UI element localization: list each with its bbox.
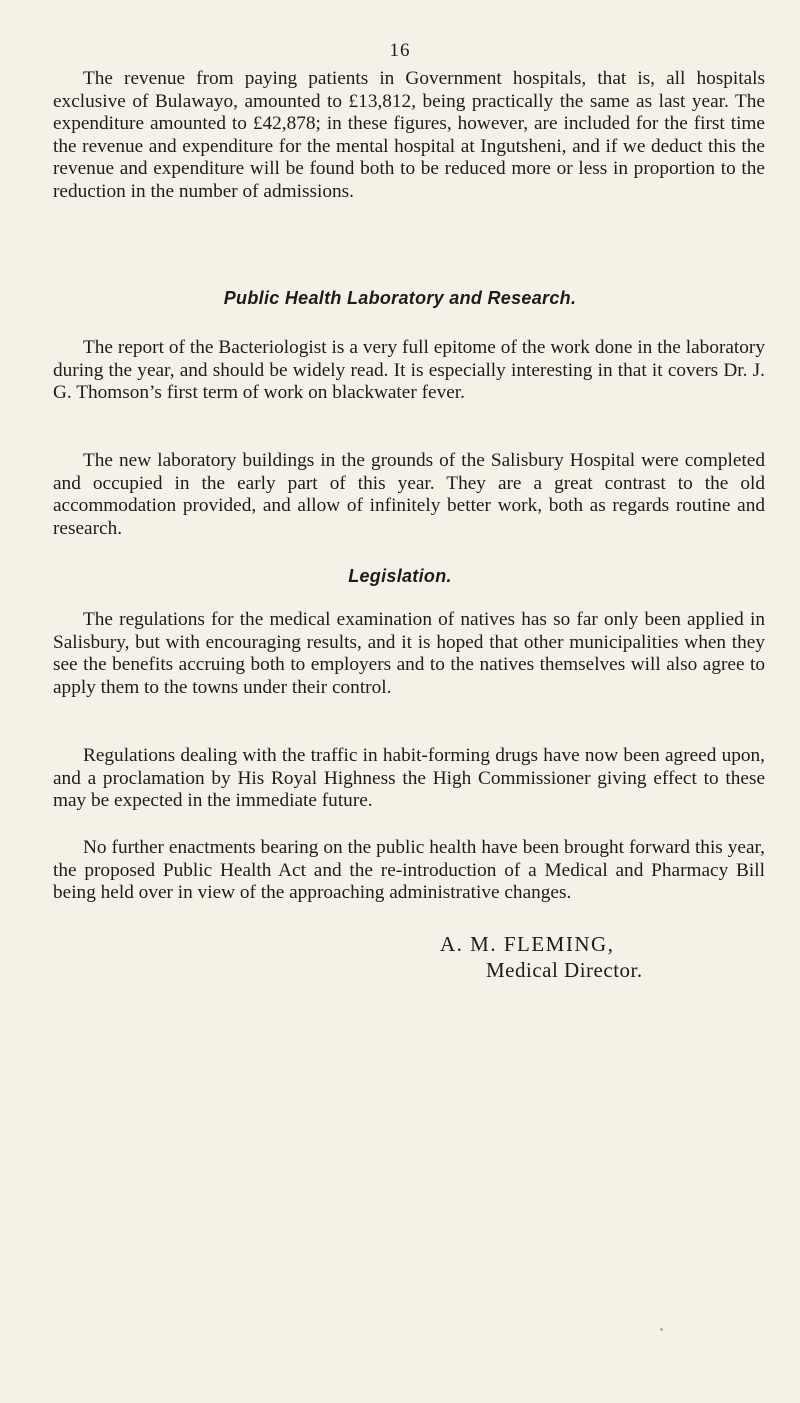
- paper-speck: [660, 1328, 663, 1331]
- lab-section-heading: Public Health Laboratory and Research.: [223, 288, 577, 308]
- drug-regulations-paragraph: Regulations dealing with the traffic in habit-forming drugs have now been agreed upon, and a proclamation by His Royal Highness the High Commissioner giving effect to these may be expected in the immediate future.: [53, 745, 765, 812]
- lab-report-paragraph: The report of the Bacteriologist is a very full epitome of the work done in the laboratory during the year, and should be widely read. It is especially interesting in that it covers Dr. J. G. Thomson’s first term of work on blackwater fever.: [53, 337, 765, 404]
- signature-name: A. M. FLEMING,: [440, 932, 615, 956]
- signature-title: Medical Director.: [486, 958, 643, 982]
- legislation-section-heading: Legislation.: [348, 566, 452, 586]
- page-number: 16: [389, 40, 411, 61]
- revenue-paragraph: The revenue from paying patients in Government hospitals, that is, all hospitals exclusive of Bulawayo, amounted to £13,812, being practically the same as last year. The expenditure amounted to £42,878; in these figures, however, are included for the first time the revenue and expenditure for the mental hospital at Ingutsheni, and if we deduct this the revenue and expenditure will be found both to be reduced more or less in proportion to the reduction in the number of admissions.: [53, 68, 765, 202]
- lab-buildings-paragraph: The new laboratory buildings in the grounds of the Salisbury Hospital were completed and occupied in the early part of this year. They are a great contrast to the old accommodation provided, and allow of infinitely better work, both as regards routine and research.: [53, 450, 765, 539]
- native-examination-paragraph: The regulations for the medical examination of natives has so far only been applied in Salisbury, but with encouraging results, and it is hoped that other municipalities when they see the benefits accruing both to employers and to the natives themselves will also agree to apply them to the towns under their control.: [53, 609, 765, 698]
- further-enactments-paragraph: No further enactments bearing on the public health have been brought forward this year, the proposed Public Health Act and the re-introduction of a Medical and Pharmacy Bill being held over in view of the approaching administrative changes.: [53, 837, 765, 904]
